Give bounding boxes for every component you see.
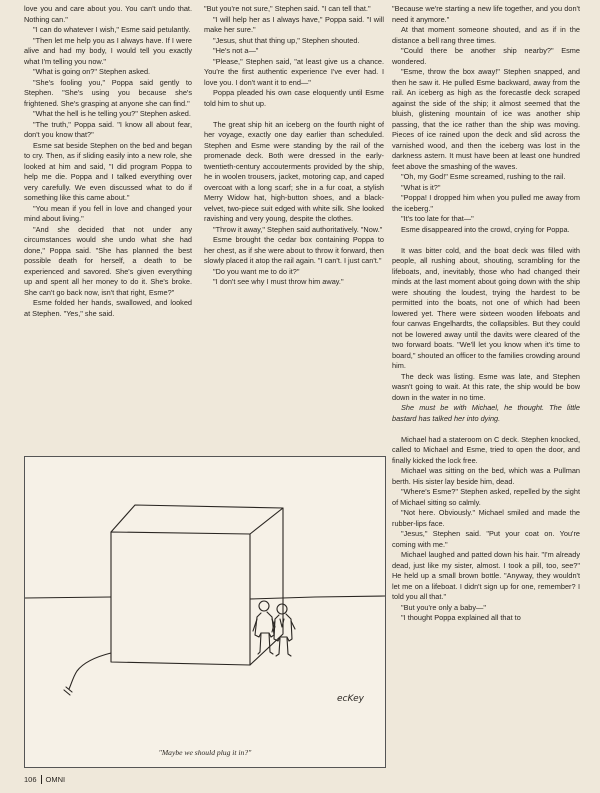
paragraph: "But you're not sure," Stephen said. "I can tell that.": [204, 4, 371, 13]
paragraph: "Jesus," Stephen said. "Put your coat on. You're coming with me.": [392, 529, 580, 549]
paragraph: Esme disappeared into the crowd, crying for Poppa.: [401, 224, 570, 234]
paragraph: "I don't see why I must throw him away.": [213, 277, 344, 286]
paragraph: "You mean if you fell in love and changed your mind about living.": [24, 203, 192, 223]
paragraph: The deck was listing. Esme was late, and Stephen wasn't going to wait. At this rate, the ship would be bow down in the water in no time.: [392, 371, 580, 402]
paragraph: Michael had a stateroom on C deck. Stephen knocked, called to Michael and Esme, tried to open the door, and finally kicked the lock free.: [392, 434, 580, 465]
paragraph: "The truth," Poppa said. "I know all about fear, don't you know that?": [24, 119, 192, 139]
cartoon-drawing: [25, 457, 385, 767]
paragraph: "Do you want me to do it?": [213, 266, 300, 276]
paragraph: "I will help her as I always have," Poppa said. "I will make her sure.": [204, 14, 384, 34]
paragraph: "Oh, my God!" Esme screamed, rushing to the rail.: [401, 172, 566, 181]
paragraph: "I thought Poppa explained all that to: [401, 613, 521, 622]
cartoonist-signature: ecKey: [337, 694, 364, 704]
paragraph: "It's too late for that—": [401, 214, 474, 223]
paragraph: Esme brought the cedar box containing Poppa to her chest, as if she were about to throw it forward, then slowly placed it atop the rail again. "I can't. I just can't.": [204, 235, 384, 265]
cube-top-face: [111, 505, 283, 534]
paragraph: love you and care about you. You can't undo that. Nothing can.": [24, 4, 192, 24]
paragraph: The great ship hit an iceberg on the fourth night of her voyage, exactly one day earlier than scheduled. Stephen and Esme were standing by the rail of the promenade deck. Both were dressed in the early-twentieth-century accouterments provided by the ship, he in woolen trousers, jacket, motoring cap, and caped overcoat with a long scarf; she in a fur coat, a stylish Merry Widow hat, high-button shoes, and a black-velvet, two-piece suit edged with white silk. She looked ravishing and very young, despite the clothes.: [204, 119, 384, 223]
paragraph: "Please," Stephen said, "at least give us a chance. You're the first authentic experience I've ever had. I love you. I don't want it to end—": [204, 56, 384, 87]
text-column-1: [24, 4, 192, 444]
paragraph: "What is it?": [401, 182, 441, 192]
paragraph: "But you're only a baby—": [401, 602, 486, 612]
paragraph: Esme folded her hands, swallowed, and looked at Stephen. "Yes," she said.: [24, 298, 192, 318]
paragraph: "I can do whatever I wish," Esme said petulantly.: [33, 25, 191, 34]
paragraph: "Because we're starting a new life together, and you don't need it anymore.": [392, 4, 580, 24]
paragraph: "Poppa! I dropped him when you pulled me away from the iceberg.": [392, 193, 580, 213]
man-left-figure: [253, 601, 275, 654]
cube-front-face: [111, 532, 250, 665]
magazine-name: OMNI: [45, 774, 66, 784]
cartoon: [24, 456, 386, 768]
page-footer: [24, 774, 65, 784]
paragraph: "Esme, throw the box away!" Stephen snapped, and then he saw it. He pulled Esme backward, away from the rail. An iceberg as high as the forecastle deck scraped against the side of the ship; it almost seemed that the bluish, glistening mountain of ice was another ship passing, that the ice rather than the ship was moving. Pieces of ice rained upon the deck and slid across the varnished wood, and then the iceberg was lost in the darkness astern. It must have been at least one hundred feet above the smashing of the waves.: [392, 67, 580, 171]
paragraph: "She's fooling you," Poppa said gently to Stephen. "She's using you because she's frightened. She's grasping at anyone she can find.": [24, 77, 192, 108]
paragraph: Esme sat beside Stephen on the bed and began to cry. Then, as if sliding easily into a new role, she looked at him and said, "I did program Poppa to help me die. Poppa and I talked everything over very carefully. We even discussed what to do if something like this came about.": [24, 140, 192, 202]
text-column-2: [204, 4, 384, 374]
paragraph: Michael was sitting on the bed, which was a Pullman berth. His sister lay beside him, dead.: [392, 466, 580, 486]
paragraph: She must be with Michael, he thought. The little bastard has talked her into dying.: [392, 403, 580, 423]
text-column-3: [392, 4, 580, 786]
paragraph: At that moment someone shouted, and as if in the distance a bell rang three times.: [392, 25, 580, 45]
paragraph: "What is going on?" Stephen asked.: [33, 67, 151, 76]
paragraph: "Then let me help you as I always have. If I were alive and had my body, I would tell you exactly what I'm telling you now.": [24, 35, 192, 66]
footer-divider: [41, 775, 42, 784]
paragraph: "Could there be another ship nearby?" Esme wondered.: [392, 46, 580, 66]
page-number: 106: [24, 774, 37, 784]
paragraph: "Throw it away," Stephen said authoritatively. "Now.": [213, 224, 383, 234]
paragraph: "Where's Esme?" Stephen asked, repelled by the sight of Michael sitting so calmly.: [392, 487, 580, 507]
paragraph: Poppa pleaded his own case eloquently until Esme told him to shut up.: [204, 88, 384, 108]
paragraph: "Jesus, shut that thing up," Stephen shouted.: [213, 35, 360, 45]
paragraph: "What the hell is he telling you?" Stephen asked.: [33, 109, 191, 118]
cartoon-caption: "Maybe we should plug it in?": [158, 748, 252, 757]
paragraph: Michael laughed and patted down his hair. "I'm already dead, just like my sister, almost. I took a pill, too, see?" He held up a small brown bottle. "Anyway, they wouldn't let me on a lifeboat. I didn't sign up for one, remember? I told you all that.": [392, 550, 580, 601]
paragraph: "Not here. Obviously." Michael smiled and made the rubber-lips face.: [392, 508, 580, 528]
paragraph: "He's not a—": [213, 46, 259, 55]
paragraph: "And she decided that not under any circumstances would she undo what she had done," Poppa said. "She has planned the best possible death for herself, a death to be experienced and savored. She's given everything up and spent all her money to do it. She's broke. She can't go back now, isn't that right, Esme?": [24, 224, 192, 297]
paragraph: It was bitter cold, and the boat deck was filled with people, all rushing about, shouting, scrambling for the lifeboats, and, inevitably, those who had changed their minds at the last moment about going down with the ship were shouting the loudest, trying the hardest to be permitted into the boats, not one of which had been lowered yet. There were sixteen wooden lifeboats and four canvas Engelhardts, the collapsibles. But they could not be lowered away until the davits were cleared of the two forward boats. "We'll let you know when it's time to board," shouted an officer to the families crowding around him.: [392, 245, 580, 370]
power-cord: [69, 653, 111, 689]
